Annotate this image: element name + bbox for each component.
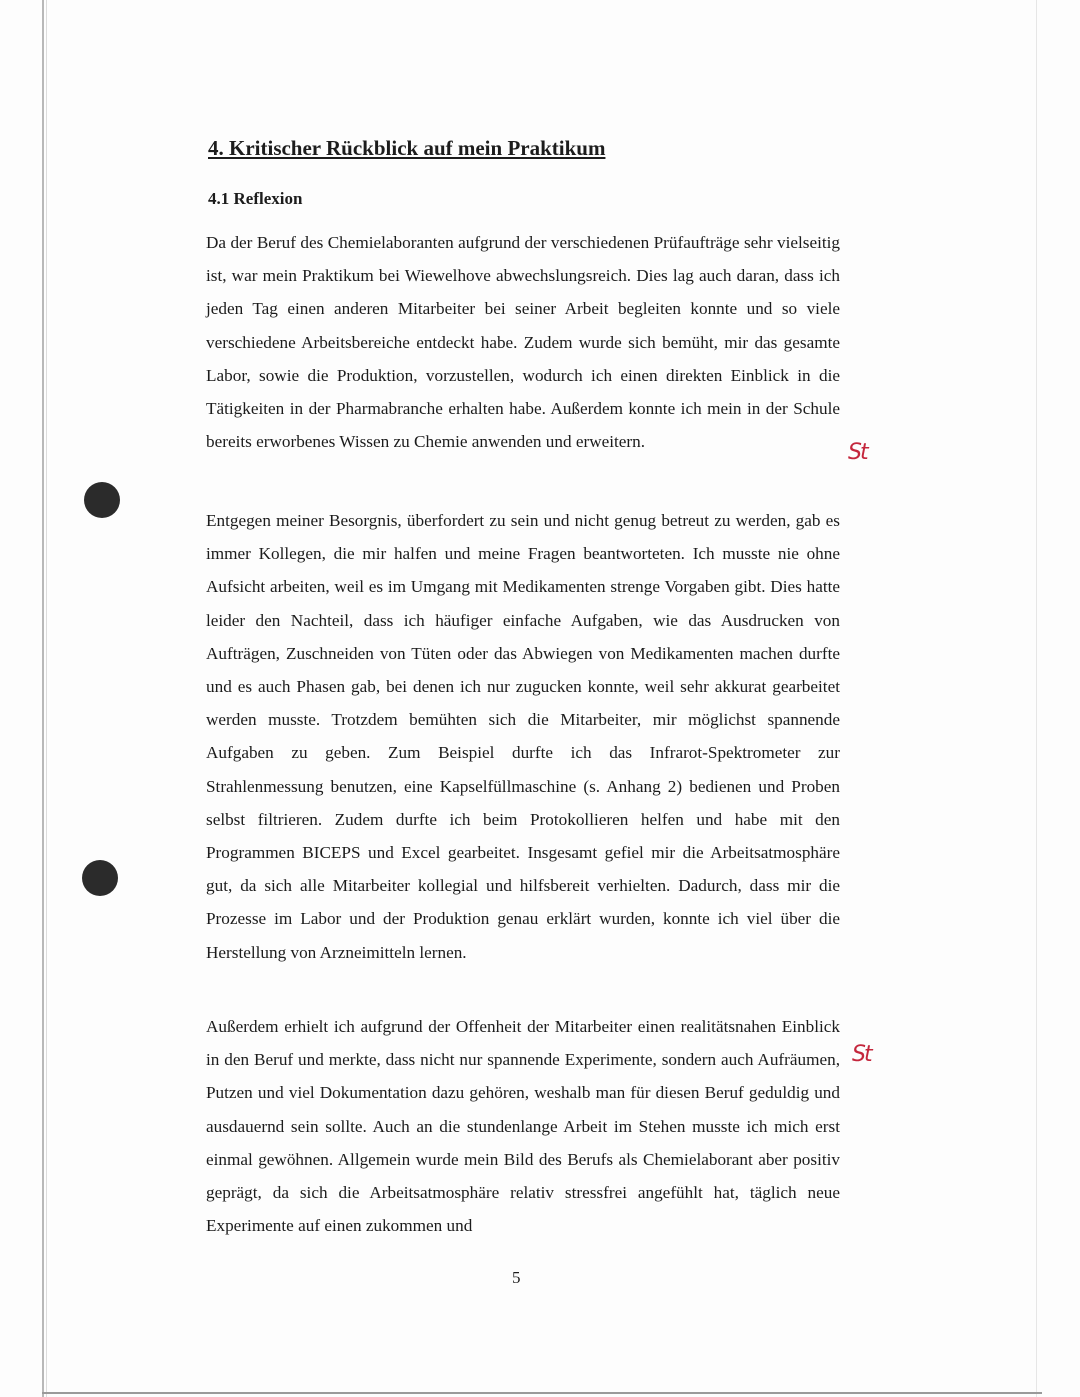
punch-hole-top <box>84 482 120 518</box>
page-number: 5 <box>512 1268 521 1287</box>
subsection-heading: 4.1 Reflexion <box>208 189 303 208</box>
margin-correction-mark-1: St <box>848 440 867 465</box>
section-heading: 4. Kritischer Rückblick auf mein Praktikum <box>208 136 606 160</box>
scan-edge-right <box>1036 0 1037 1397</box>
scan-edge-left <box>42 0 44 1397</box>
margin-correction-mark-2: St <box>852 1042 871 1067</box>
scan-edge-left-inner <box>46 0 47 1397</box>
paragraph-2: Entgegen meiner Besorgnis, überfordert zu sein und nicht genug betreut zu werden, gab es immer Kollegen, die mir halfen und meine Fragen beantworteten. Ich musste nie ohne Aufsicht arbeiten, weil es im Umgang mit Medikamenten strenge Vorgaben gibt. Dies hatte leider den Nachteil, dass ich häufiger einfache Aufgaben, wie das Ausdrucken von Aufträgen, Zuschneiden von Tüten oder das Abwiegen von Medikamenten machen durfte und es auch Phasen gab, bei denen ich nur zugucken konnte, weil sehr akkurat gearbeitet werden musste. Trotzdem bemühten sich die Mitarbeiter, mir möglichst spannende Aufgaben zu geben. Zum Beispiel durfte ich das Infrarot-Spektrometer zur Strahlenmessung benutzen, eine Kapselfüllmaschine (s. Anhang 2) bedienen und Proben selbst filtrieren. Zudem durfte ich beim Protokollieren helfen und habe mit den Programmen BICEPS und Excel gearbeitet. Insgesamt gefiel mir die Arbeitsatmosphäre gut, da sich alle Mitarbeiter kollegial und hilfsbereit verhielten. Dadurch, dass mir die Prozesse im Labor und der Produktion genau erklärt wurden, konnte ich viel über die Herstellung von Arzneimitteln lernen. <box>206 511 840 962</box>
paragraph-3: Außerdem erhielt ich aufgrund der Offenheit der Mitarbeiter einen realitätsnahen Einblick in den Beruf und merkte, dass nicht nur spannende Experimente, sondern auch Aufräumen, Putzen und viel Dokumentation dazu gehören, weshalb man für diesen Beruf geduldig und ausdauernd sein sollte. Auch an die stundenlange Arbeit im Stehen musste ich mich erst einmal gewöhnen. Allgemein wurde mein Bild des Berufs als Chemielaborant aber positiv geprägt, da sich die Arbeitsatmosphäre relativ stressfrei angefühlt hat, täglich neue Experimente auf einen zukommen und <box>206 1017 840 1236</box>
scan-edge-bottom <box>42 1392 1042 1394</box>
punch-hole-bottom <box>82 860 118 896</box>
paragraph-1: Da der Beruf des Chemielaboranten aufgrund der verschiedenen Prüfaufträge sehr vielseitig ist, war mein Praktikum bei Wiewelhove abwechslungsreich. Dies lag auch daran, dass ich jeden Tag einen anderen Mitarbeiter bei seiner Arbeit begleiten konnte und so viele verschiedene Arbeitsbereiche entdeckt habe. Zudem wurde sich bemüht, mir das gesamte Labor, sowie die Produktion, vorzustellen, wodurch ich einen direkten Einblick in die Tätigkeiten in der Pharmabranche erhalten habe. Außerdem konnte ich mein in der Schule bereits erworbenes Wissen zu Chemie anwenden und erweitern. <box>206 233 840 452</box>
